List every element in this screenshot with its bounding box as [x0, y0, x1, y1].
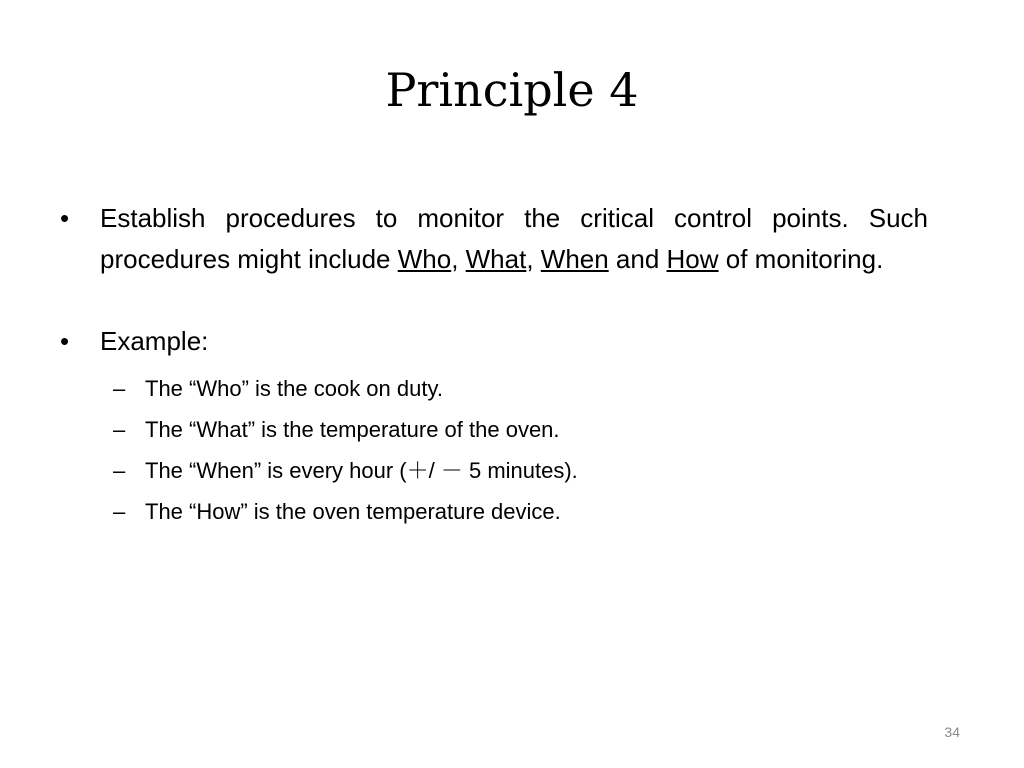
bullet-example	[60, 321, 928, 362]
dash-marker: –	[113, 417, 126, 442]
dash-marker: –	[113, 458, 126, 483]
bullet-marker: •	[60, 326, 70, 356]
dash-marker: –	[113, 376, 126, 401]
conjunction-and: and	[608, 244, 667, 274]
separator-2: ,	[526, 244, 541, 274]
example-item-text: The “Who” is the cook on duty.	[145, 376, 443, 401]
procedures-text-part1: Establish procedures to monitor the critical control points. Such procedures might include	[100, 203, 928, 274]
example-list	[60, 368, 928, 532]
example-item-text: The “What” is the temperature of the oven.	[145, 417, 560, 442]
page-number: 34	[944, 724, 960, 740]
bullet-procedures-text	[100, 198, 928, 280]
slide-content	[60, 198, 928, 532]
keyword-how: How	[666, 244, 719, 274]
separator-1: ,	[451, 244, 466, 274]
keyword-who: Who	[397, 244, 452, 274]
example-item-when	[60, 450, 928, 491]
example-item-what	[60, 409, 928, 450]
bullet-procedures	[60, 198, 928, 280]
example-item-text: The “When” is every hour (＋/ － 5 minutes).	[145, 458, 578, 483]
example-item-how	[60, 491, 928, 532]
bullet-spacer	[60, 280, 928, 321]
example-item-who	[60, 368, 928, 409]
example-label: Example:	[100, 326, 209, 356]
keyword-what: What	[465, 244, 527, 274]
example-item-text: The “How” is the oven temperature device.	[145, 499, 561, 524]
dash-marker: –	[113, 499, 126, 524]
slide-title: Principle 4	[385, 63, 639, 117]
procedures-text-part2: of monitoring.	[718, 244, 884, 274]
keyword-when: When	[540, 244, 609, 274]
bullet-marker: •	[60, 203, 70, 233]
